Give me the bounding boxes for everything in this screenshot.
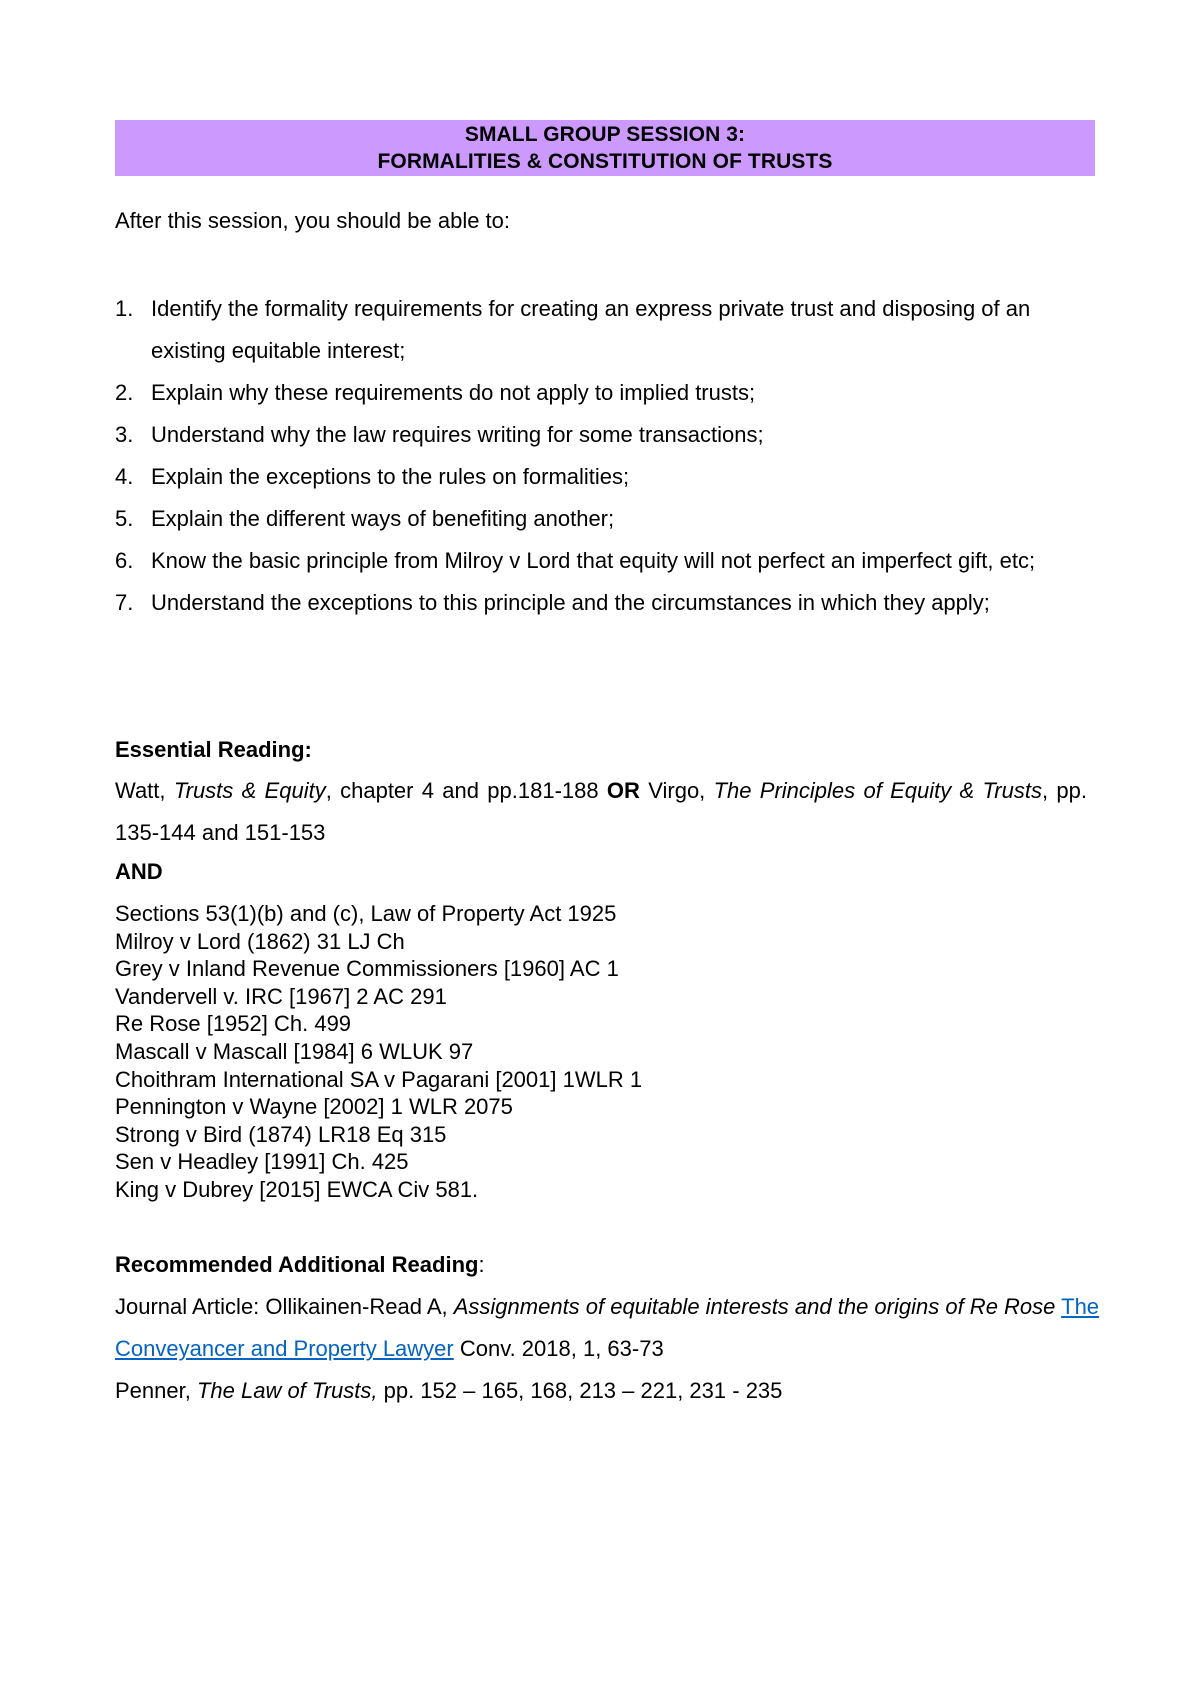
list-item: 4. Explain the exceptions to the rules on formalities; xyxy=(115,464,630,489)
journal-link[interactable]: The Conveyancer and Property Lawyer xyxy=(115,1294,1100,1361)
list-item: 7. Understand the exceptions to this principle and the circumstances in which they apply; xyxy=(115,590,990,615)
session-title-line1: SMALL GROUP SESSION 3: xyxy=(464,123,746,146)
essential-reading-heading: Essential Reading: xyxy=(115,737,312,762)
list-item: Grey v Inland Revenue Commissioners [1960] AC 1 xyxy=(115,956,619,982)
case-list xyxy=(115,900,642,1204)
list-item: Sections 53(1)(b) and (c), Law of Property Act 1925 xyxy=(115,901,617,926)
list-item: King v Dubrey [2015] EWCA Civ 581. xyxy=(115,1176,479,1202)
list-item: Pennington v Wayne [2002] 1 WLR 2075 xyxy=(115,1094,513,1120)
list-item: Mascall v Mascall [1984] 6 WLUK 97 xyxy=(115,1038,474,1064)
list-item: Sen v Headley [1991] Ch. 425 xyxy=(115,1149,409,1175)
list-item: Choithram International SA v Pagarani [2001] 1WLR 1 xyxy=(115,1066,643,1092)
recommended-reading-body xyxy=(115,1286,1100,1412)
list-item: Re Rose [1952] Ch. 499 xyxy=(115,1011,352,1037)
objectives-list xyxy=(115,288,1100,624)
list-item: Strong v Bird (1874) LR18 Eq 315 xyxy=(115,1121,447,1147)
session-title-banner xyxy=(115,120,1095,176)
intro-text: After this session, you should be able to: xyxy=(115,208,511,233)
list-item: 1. Identify the formality requirements for creating an express private trust and disposing of an existing equitable interest; xyxy=(115,296,1031,363)
recommended-reading-heading: Recommended Additional Reading: xyxy=(115,1252,485,1277)
list-item: Milroy v Lord (1862) 31 LJ Ch xyxy=(115,928,405,954)
list-item: 3. Understand why the law requires writing for some transactions; xyxy=(115,422,764,447)
list-item: 5. Explain the different ways of benefiting another; xyxy=(115,506,615,531)
list-item: Vandervell v. IRC [1967] 2 AC 291 xyxy=(115,983,447,1009)
journal-article-entry: Journal Article: Ollikainen-Read A, Assignments of equitable interests and the origins of Re Rose The Conveyancer and Property Lawyer Conv. 2018, 1, 63-73 xyxy=(115,1294,1100,1361)
session-title-line2: FORMALITIES & CONSTITUTION OF TRUSTS xyxy=(377,150,833,173)
list-item: 2. Explain why these requirements do not apply to implied trusts; xyxy=(115,380,756,405)
essential-reading-texts: Watt, Trusts & Equity, chapter 4 and pp.181-188 OR Virgo, The Principles of Equity & Trusts, pp. 135-144 and 151-153 xyxy=(115,778,1087,845)
list-item: 6. Know the basic principle from Milroy v Lord that equity will not perfect an imperfect gift, etc; xyxy=(115,548,1036,573)
and-heading: AND xyxy=(115,859,163,884)
penner-entry: Penner, The Law of Trusts, pp. 152 – 165, 168, 213 – 221, 231 - 235 xyxy=(115,1378,783,1403)
